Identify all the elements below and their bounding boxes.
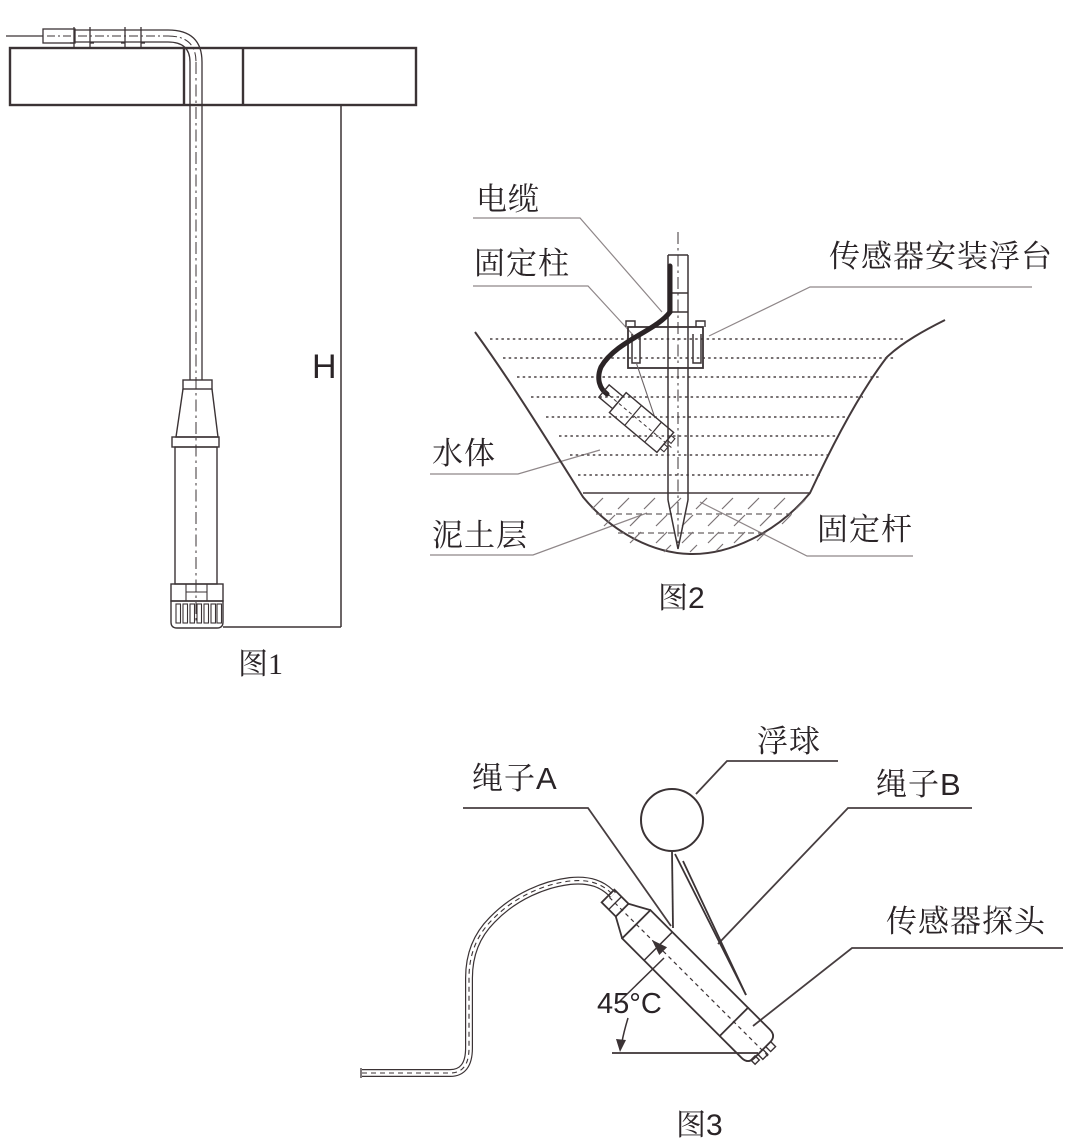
fig3-float-ball — [641, 789, 703, 851]
fig3-leader-lines — [463, 761, 1063, 1026]
fig2-cable — [599, 266, 670, 394]
fig1-caption: 图1 — [238, 648, 283, 681]
fig1-height-label: H — [312, 348, 337, 386]
fig1-platform — [10, 48, 416, 105]
label-fixing-rod: 固定杆 — [817, 512, 913, 547]
label-sensor-probe: 传感器探头 — [886, 904, 1046, 939]
label-mud-layer: 泥土层 — [432, 518, 528, 553]
fig2-float-platform — [626, 321, 705, 368]
fig1-probe-slots — [176, 604, 222, 623]
label-cable: 电缆 — [476, 182, 540, 217]
fig2-water-lines — [490, 339, 906, 475]
fig3-rope-a — [672, 851, 673, 928]
figure1-drawing — [6, 27, 416, 628]
fig2-mud-hatch — [592, 498, 805, 552]
label-rope-b: 绳子B — [876, 767, 962, 802]
label-float-platform: 传感器安装浮台 — [829, 239, 1053, 274]
fig3-angle-label: 45°C — [597, 988, 662, 1020]
fig1-sensor — [171, 380, 223, 628]
label-water-body: 水体 — [432, 436, 496, 471]
label-fixing-post: 固定柱 — [474, 246, 570, 281]
fig2-caption: 图2 — [658, 582, 705, 615]
fig3-caption: 图3 — [676, 1109, 723, 1142]
fig3-cable — [361, 881, 613, 1078]
label-float-ball: 浮球 — [757, 724, 821, 759]
label-rope-a: 绳子A — [472, 761, 558, 796]
